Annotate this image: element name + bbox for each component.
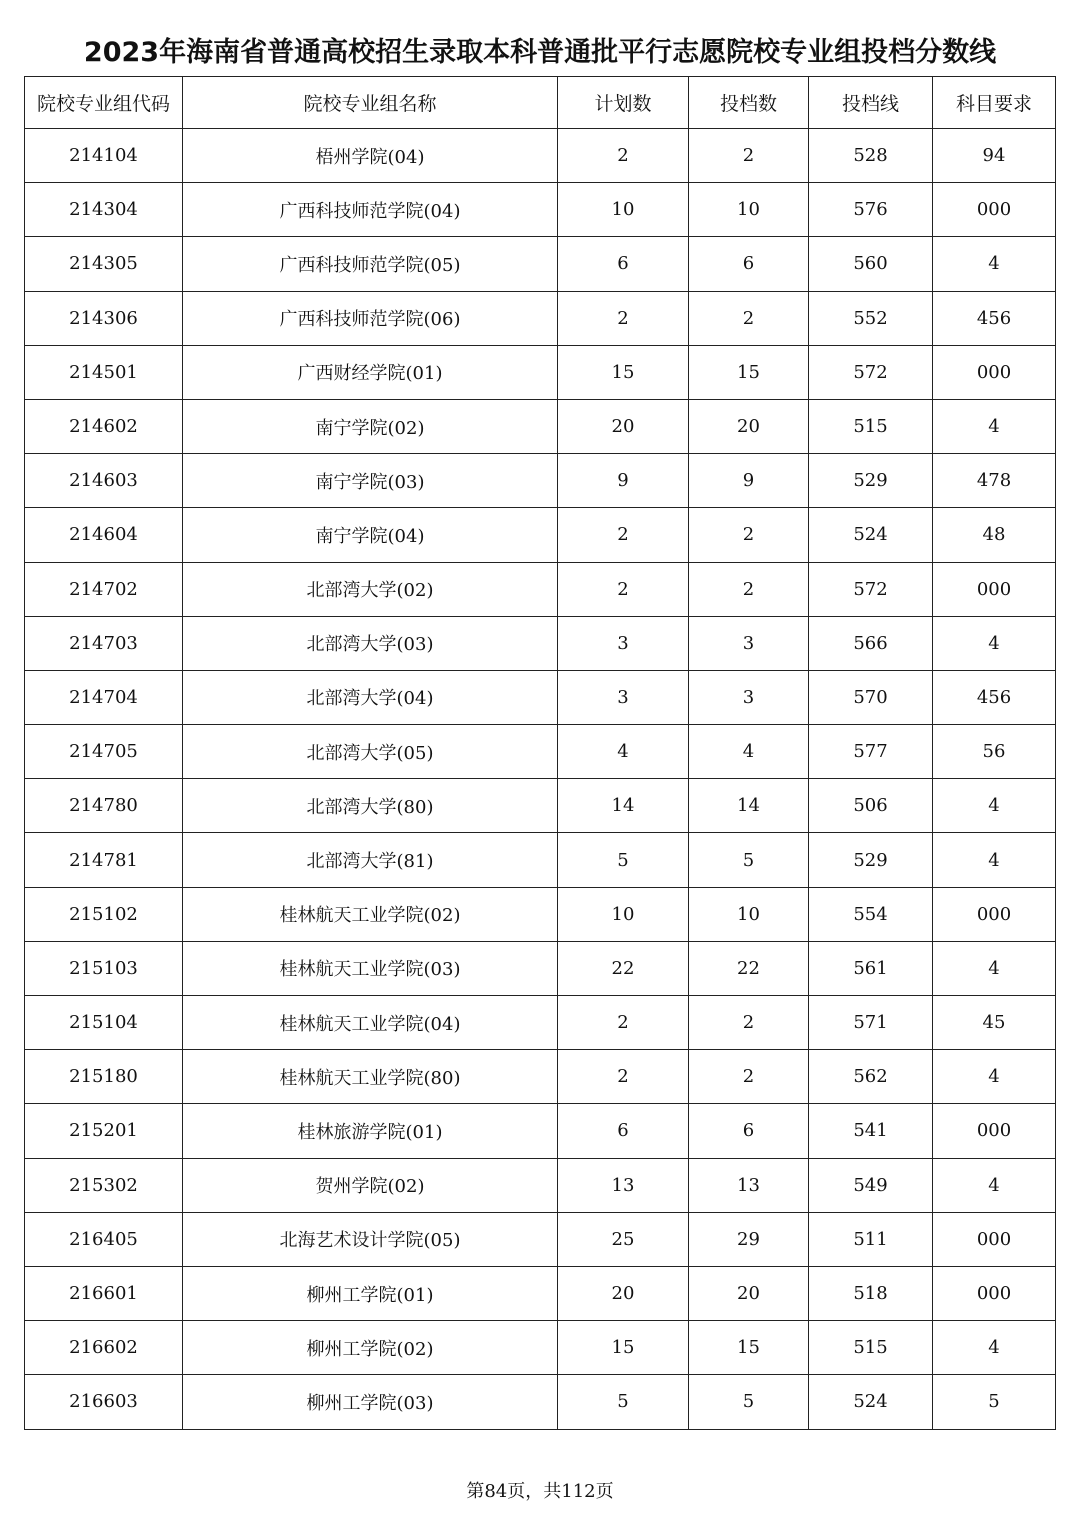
cell-group-name: 南宁学院(02) xyxy=(183,399,558,453)
page-number: 第84页，共112页 xyxy=(466,1481,614,1502)
cell-filed-count: 20 xyxy=(689,1266,809,1320)
cell-cutoff-score: 529 xyxy=(809,833,933,887)
cell-subject-requirement: 4 xyxy=(933,399,1056,453)
cell-subject-requirement: 5 xyxy=(933,1375,1056,1429)
cell-subject-requirement: 4 xyxy=(933,1158,1056,1212)
cell-subject-requirement: 000 xyxy=(933,887,1056,941)
cell-plan-count: 14 xyxy=(558,779,689,833)
cell-group-code: 214704 xyxy=(25,670,183,724)
cell-group-name: 桂林航天工业学院(03) xyxy=(183,941,558,995)
cell-subject-requirement: 4 xyxy=(933,833,1056,887)
cell-group-code: 216602 xyxy=(25,1321,183,1375)
table-row xyxy=(25,562,1056,616)
cell-cutoff-score: 529 xyxy=(809,454,933,508)
table-row xyxy=(25,616,1056,670)
header-group-name: 院校专业组名称 xyxy=(183,77,558,129)
cell-group-code: 214501 xyxy=(25,345,183,399)
cell-cutoff-score: 506 xyxy=(809,779,933,833)
cell-group-name: 广西科技师范学院(04) xyxy=(183,183,558,237)
cell-subject-requirement: 4 xyxy=(933,616,1056,670)
cell-filed-count: 2 xyxy=(689,562,809,616)
cell-group-name: 桂林航天工业学院(04) xyxy=(183,996,558,1050)
cell-filed-count: 10 xyxy=(689,887,809,941)
cell-group-code: 214603 xyxy=(25,454,183,508)
cell-plan-count: 2 xyxy=(558,1050,689,1104)
cell-subject-requirement: 94 xyxy=(933,129,1056,183)
cell-subject-requirement: 4 xyxy=(933,941,1056,995)
cell-cutoff-score: 528 xyxy=(809,129,933,183)
cell-plan-count: 10 xyxy=(558,183,689,237)
cell-subject-requirement: 000 xyxy=(933,562,1056,616)
cell-filed-count: 2 xyxy=(689,996,809,1050)
table-row xyxy=(25,887,1056,941)
table-body xyxy=(25,129,1056,1430)
cell-group-name: 北部湾大学(03) xyxy=(183,616,558,670)
table-row xyxy=(25,1212,1056,1266)
cell-group-code: 214604 xyxy=(25,508,183,562)
cell-filed-count: 2 xyxy=(689,508,809,562)
cell-subject-requirement: 45 xyxy=(933,996,1056,1050)
cell-group-code: 214705 xyxy=(25,725,183,779)
admission-score-table xyxy=(24,76,1056,1430)
header-group-code: 院校专业组代码 xyxy=(25,77,183,129)
table-row xyxy=(25,129,1056,183)
cell-plan-count: 6 xyxy=(558,237,689,291)
cell-group-code: 214305 xyxy=(25,237,183,291)
table-row xyxy=(25,941,1056,995)
cell-subject-requirement: 478 xyxy=(933,454,1056,508)
cell-group-name: 广西科技师范学院(06) xyxy=(183,291,558,345)
table-row xyxy=(25,1321,1056,1375)
cell-group-name: 北海艺术设计学院(05) xyxy=(183,1212,558,1266)
cell-plan-count: 20 xyxy=(558,1266,689,1320)
cell-cutoff-score: 560 xyxy=(809,237,933,291)
cell-group-name: 广西财经学院(01) xyxy=(183,345,558,399)
cell-group-name: 柳州工学院(01) xyxy=(183,1266,558,1320)
cell-group-code: 215102 xyxy=(25,887,183,941)
cell-cutoff-score: 566 xyxy=(809,616,933,670)
table-header-row xyxy=(25,77,1056,129)
cell-filed-count: 3 xyxy=(689,616,809,670)
cell-plan-count: 9 xyxy=(558,454,689,508)
table-row xyxy=(25,779,1056,833)
cell-filed-count: 6 xyxy=(689,1104,809,1158)
cell-plan-count: 15 xyxy=(558,1321,689,1375)
cell-filed-count: 3 xyxy=(689,670,809,724)
table-row xyxy=(25,508,1056,562)
cell-plan-count: 5 xyxy=(558,833,689,887)
table-row xyxy=(25,1158,1056,1212)
cell-plan-count: 10 xyxy=(558,887,689,941)
cell-filed-count: 5 xyxy=(689,1375,809,1429)
cell-plan-count: 2 xyxy=(558,508,689,562)
cell-subject-requirement: 4 xyxy=(933,1321,1056,1375)
cell-plan-count: 2 xyxy=(558,129,689,183)
table-row xyxy=(25,1375,1056,1429)
cell-plan-count: 6 xyxy=(558,1104,689,1158)
cell-filed-count: 2 xyxy=(689,129,809,183)
cell-group-code: 214104 xyxy=(25,129,183,183)
cell-plan-count: 25 xyxy=(558,1212,689,1266)
cell-filed-count: 29 xyxy=(689,1212,809,1266)
cell-filed-count: 15 xyxy=(689,1321,809,1375)
cell-filed-count: 20 xyxy=(689,399,809,453)
header-cutoff-score: 投档线 xyxy=(809,77,933,129)
cell-subject-requirement: 000 xyxy=(933,183,1056,237)
cell-group-code: 214703 xyxy=(25,616,183,670)
cell-cutoff-score: 570 xyxy=(809,670,933,724)
cell-subject-requirement: 000 xyxy=(933,1104,1056,1158)
page-title: 2023年海南省普通高校招生录取本科普通批平行志愿院校专业组投档分数线 xyxy=(83,37,997,68)
cell-cutoff-score: 552 xyxy=(809,291,933,345)
cell-filed-count: 9 xyxy=(689,454,809,508)
cell-group-name: 桂林航天工业学院(02) xyxy=(183,887,558,941)
cell-filed-count: 22 xyxy=(689,941,809,995)
table-row xyxy=(25,399,1056,453)
header-filed-count: 投档数 xyxy=(689,77,809,129)
cell-group-code: 214306 xyxy=(25,291,183,345)
cell-cutoff-score: 541 xyxy=(809,1104,933,1158)
cell-cutoff-score: 511 xyxy=(809,1212,933,1266)
cell-cutoff-score: 515 xyxy=(809,399,933,453)
cell-group-name: 桂林旅游学院(01) xyxy=(183,1104,558,1158)
cell-group-code: 214702 xyxy=(25,562,183,616)
table-row xyxy=(25,996,1056,1050)
cell-group-name: 柳州工学院(02) xyxy=(183,1321,558,1375)
cell-cutoff-score: 524 xyxy=(809,508,933,562)
cell-group-name: 北部湾大学(04) xyxy=(183,670,558,724)
cell-cutoff-score: 515 xyxy=(809,1321,933,1375)
cell-subject-requirement: 456 xyxy=(933,291,1056,345)
cell-cutoff-score: 576 xyxy=(809,183,933,237)
cell-subject-requirement: 4 xyxy=(933,237,1056,291)
table-row xyxy=(25,291,1056,345)
cell-group-name: 梧州学院(04) xyxy=(183,129,558,183)
cell-subject-requirement: 56 xyxy=(933,725,1056,779)
cell-subject-requirement: 000 xyxy=(933,345,1056,399)
table-row xyxy=(25,725,1056,779)
cell-subject-requirement: 4 xyxy=(933,1050,1056,1104)
cell-group-name: 北部湾大学(05) xyxy=(183,725,558,779)
cell-group-code: 214602 xyxy=(25,399,183,453)
cell-group-code: 215104 xyxy=(25,996,183,1050)
cell-plan-count: 2 xyxy=(558,562,689,616)
cell-group-name: 柳州工学院(03) xyxy=(183,1375,558,1429)
cell-filed-count: 14 xyxy=(689,779,809,833)
cell-subject-requirement: 000 xyxy=(933,1266,1056,1320)
table-row xyxy=(25,345,1056,399)
cell-cutoff-score: 554 xyxy=(809,887,933,941)
header-plan-count: 计划数 xyxy=(558,77,689,129)
cell-cutoff-score: 549 xyxy=(809,1158,933,1212)
table-row xyxy=(25,1104,1056,1158)
cell-filed-count: 5 xyxy=(689,833,809,887)
cell-plan-count: 13 xyxy=(558,1158,689,1212)
cell-plan-count: 15 xyxy=(558,345,689,399)
cell-filed-count: 10 xyxy=(689,183,809,237)
cell-plan-count: 5 xyxy=(558,1375,689,1429)
cell-filed-count: 15 xyxy=(689,345,809,399)
cell-cutoff-score: 572 xyxy=(809,345,933,399)
cell-group-code: 215201 xyxy=(25,1104,183,1158)
table-row xyxy=(25,183,1056,237)
cell-plan-count: 3 xyxy=(558,670,689,724)
cell-cutoff-score: 571 xyxy=(809,996,933,1050)
cell-group-code: 214780 xyxy=(25,779,183,833)
cell-filed-count: 13 xyxy=(689,1158,809,1212)
cell-plan-count: 4 xyxy=(558,725,689,779)
table-row xyxy=(25,833,1056,887)
cell-group-name: 北部湾大学(02) xyxy=(183,562,558,616)
cell-group-code: 216405 xyxy=(25,1212,183,1266)
cell-plan-count: 22 xyxy=(558,941,689,995)
cell-group-code: 215180 xyxy=(25,1050,183,1104)
cell-group-name: 南宁学院(03) xyxy=(183,454,558,508)
cell-cutoff-score: 562 xyxy=(809,1050,933,1104)
cell-cutoff-score: 577 xyxy=(809,725,933,779)
cell-plan-count: 3 xyxy=(558,616,689,670)
cell-subject-requirement: 456 xyxy=(933,670,1056,724)
cell-subject-requirement: 48 xyxy=(933,508,1056,562)
cell-group-name: 南宁学院(04) xyxy=(183,508,558,562)
table-row xyxy=(25,454,1056,508)
cell-cutoff-score: 518 xyxy=(809,1266,933,1320)
cell-group-name: 贺州学院(02) xyxy=(183,1158,558,1212)
cell-group-code: 216603 xyxy=(25,1375,183,1429)
cell-plan-count: 20 xyxy=(558,399,689,453)
cell-plan-count: 2 xyxy=(558,291,689,345)
cell-filed-count: 4 xyxy=(689,725,809,779)
cell-group-code: 216601 xyxy=(25,1266,183,1320)
cell-group-code: 215302 xyxy=(25,1158,183,1212)
cell-filed-count: 2 xyxy=(689,1050,809,1104)
cell-subject-requirement: 4 xyxy=(933,779,1056,833)
cell-subject-requirement: 000 xyxy=(933,1212,1056,1266)
table-row xyxy=(25,237,1056,291)
cell-group-code: 214304 xyxy=(25,183,183,237)
cell-cutoff-score: 572 xyxy=(809,562,933,616)
cell-plan-count: 2 xyxy=(558,996,689,1050)
cell-group-code: 214781 xyxy=(25,833,183,887)
table-row xyxy=(25,670,1056,724)
cell-cutoff-score: 524 xyxy=(809,1375,933,1429)
cell-group-name: 桂林航天工业学院(80) xyxy=(183,1050,558,1104)
table-row xyxy=(25,1266,1056,1320)
cell-filed-count: 2 xyxy=(689,291,809,345)
cell-group-name: 北部湾大学(80) xyxy=(183,779,558,833)
header-subject-requirement: 科目要求 xyxy=(933,77,1056,129)
cell-filed-count: 6 xyxy=(689,237,809,291)
cell-group-name: 北部湾大学(81) xyxy=(183,833,558,887)
cell-cutoff-score: 561 xyxy=(809,941,933,995)
cell-group-code: 215103 xyxy=(25,941,183,995)
cell-group-name: 广西科技师范学院(05) xyxy=(183,237,558,291)
table-row xyxy=(25,1050,1056,1104)
